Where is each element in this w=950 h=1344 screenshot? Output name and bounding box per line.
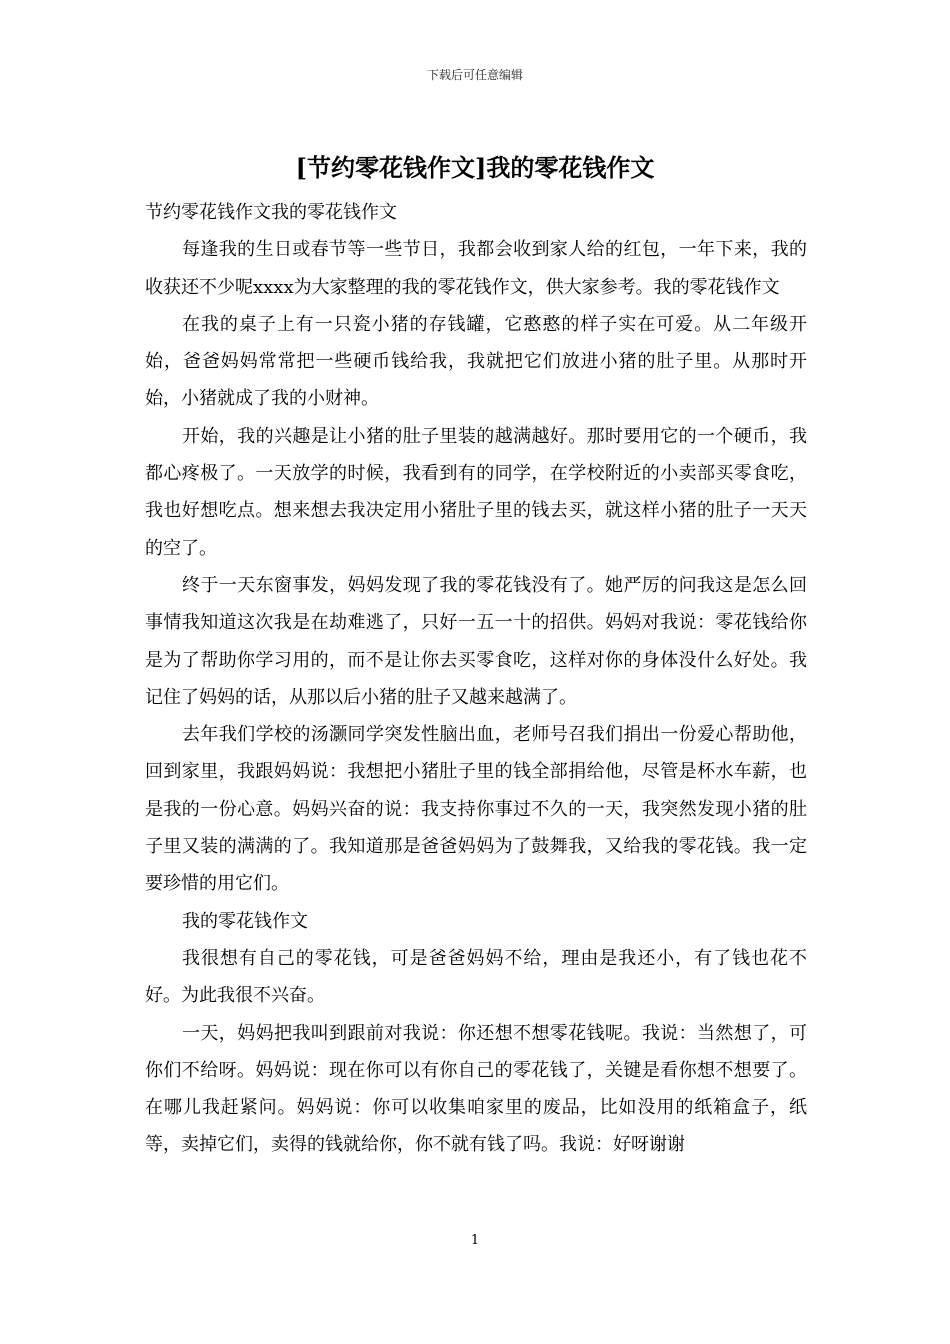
document-subtitle: 节约零花钱作文我的零花钱作文 (145, 202, 397, 223)
paragraph: 每逢我的生日或春节等一些节日，我都会收到家人给的红包，一年下来，我的收获还不少呢xxxx为大家整理的我的零花钱作文，供大家参考。我的零花钱作文 (145, 239, 807, 298)
page-number: 1 (470, 1233, 480, 1248)
document-body (145, 194, 807, 1164)
paragraph: 终于一天东窗事发，妈妈发现了我的零花钱没有了。她严厉的问我这是怎么回事情我知道这次我是在劫难逃了，只好一五一十的招供。妈妈对我说：零花钱给你是为了帮助你学习用的，而不是让你去买零食吃，这样对你的身体没什么好处。我记住了妈妈的话，从那以后小猪的肚子又越来越满了。 (145, 574, 807, 708)
section-heading: 我的零花钱作文 (182, 910, 308, 932)
paragraph: 一天，妈妈把我叫到跟前对我说：你还想不想零花钱呢。我说：当然想了，可你们不给呀。妈妈说：现在你可以有你自己的零花钱了，关键是看你想不想要了。在哪儿我赶紧问。妈妈说：你可以收集咱家里的废品，比如没用的纸箱盒子，纸等，卖掉它们，卖得的钱就给你，你不就有钱了吗。我说：好呀谢谢 (145, 1022, 807, 1156)
document-title: [节约零花钱作文]我的零花钱作文 (295, 153, 655, 182)
paragraph: 去年我们学校的汤灏同学突发性脑出血，老师号召我们捐出一份爱心帮助他，回到家里，我跟妈妈说：我想把小猪肚子里的钱全部捐给他，尽管是杯水车薪，也是我的一份心意。妈妈兴奋的说：我支持你事过不久的一天，我突然发现小猪的肚子里又装的满满的了。我知道那是爸爸妈妈为了鼓舞我，又给我的零花钱。我一定要珍惜的用它们。 (145, 724, 807, 895)
paragraph: 开始，我的兴趣是让小猪的肚子里装的越满越好。那时要用它的一个硬币，我都心疼极了。一天放学的时候，我看到有的同学，在学校附近的小卖部买零食吃，我也好想吃点。想来想去我决定用小猪肚子里的钱去买，就这样小猪的肚子一天天的空了。 (145, 425, 807, 559)
paragraph: 在我的桌子上有一只瓷小猪的存钱罐，它憨憨的样子实在可爱。从二年级开始，爸爸妈妈常常把一些硬币钱给我，我就把它们放进小猪的肚子里。从那时开始，小猪就成了我的小财神。 (145, 313, 807, 410)
page-header-note: 下载后可任意编辑 (426, 68, 523, 82)
paragraph: 我很想有自己的零花钱，可是爸爸妈妈不给，理由是我还小，有了钱也花不好。为此我很不兴奋。 (145, 947, 807, 1007)
